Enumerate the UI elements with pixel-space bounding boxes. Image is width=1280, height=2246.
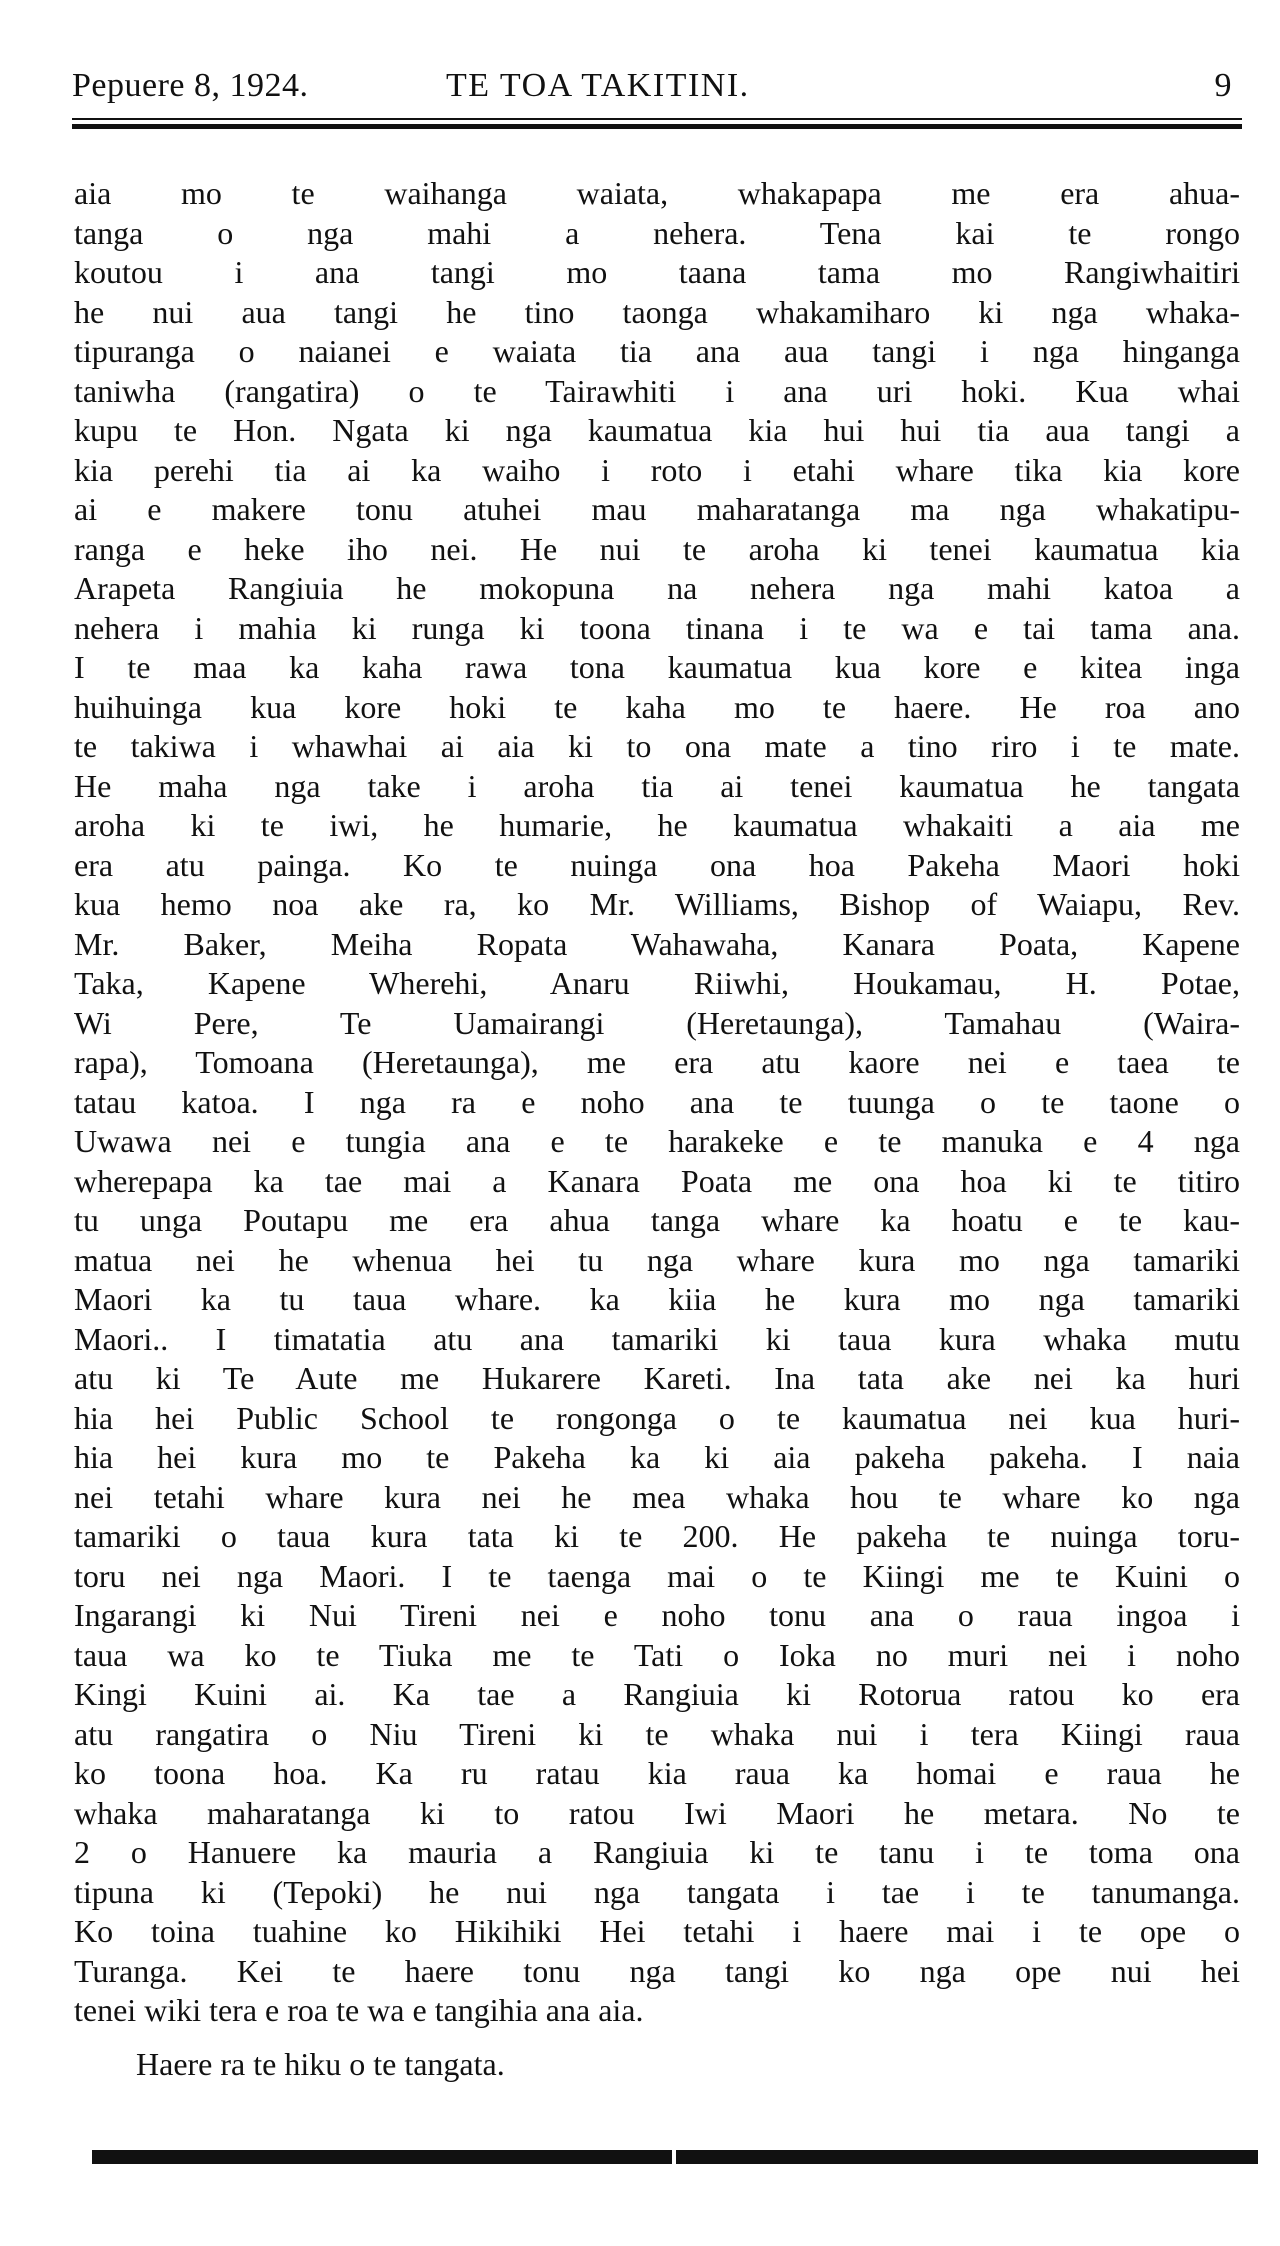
article-line: atu rangatira o Niu Tireni ki te whaka nui i tera Kiingi raua [74,1715,1240,1752]
article-line: kupu te Hon. Ngata ki nga kaumatua kia hui hui tia aua tangi a [74,412,1240,448]
article-line: taniwha (rangatira) o te Tairawhiti i ana uri hoki. Kua whai [74,372,1240,409]
article-line: toru nei nga Maori. I te taenga mai o te Kiingi me te Kuini o [74,1557,1240,1594]
article-line: I te maa ka kaha rawa tona kaumatua kua kore e kitea inga [74,649,1240,685]
article-line: tenei wiki tera e roa te wa e tangihia ana aia. [74,1992,644,2028]
footer-rule-left [92,2150,672,2164]
article-line: 2 o Hanuere ka mauria a Rangiuia ki te tanu i te toma ona [74,1834,1240,1870]
article-line: Uwawa nei e tungia ana e te harakeke e te manuka e 4 nga [74,1123,1240,1159]
article-line: ko toona hoa. Ka ru ratau kia raua ka homai e raua he [74,1755,1240,1791]
article-line: Turanga. Kei te haere tonu nga tangi ko nga ope nui hei [74,1952,1240,1989]
article-line: whaka maharatanga ki to ratou Iwi Maori he metara. No te [74,1794,1240,1831]
article-line: kua hemo noa ake ra, ko Mr. Williams, Bishop of Waiapu, Rev. [74,886,1240,922]
article-line: aia mo te waihanga waiata, whakapapa me era ahua- [74,175,1240,211]
article-line: tamariki o taua kura tata ki te 200. He pakeha te nuinga toru- [74,1518,1240,1554]
closing-line: Haere ra te hiku o te tangata. [136,2046,505,2082]
article-line: hia hei kura mo te Pakeha ka ki aia pakeha pakeha. I naia [74,1439,1240,1475]
article-line: Maori ka tu taua whare. ka kiia he kura mo nga tamariki [74,1281,1240,1317]
article-line: matua nei he whenua hei tu nga whare kura mo nga tamariki [74,1241,1240,1278]
article-line: Maori.. I timatatia atu ana tamariki ki taua kura whaka mutu [74,1320,1240,1357]
article-line: rapa), Tomoana (Heretaunga), me era atu kaore nei e taea te [74,1044,1240,1080]
article-line: kia perehi tia ai ka waiho i roto i etahi whare tika kia kore [74,451,1240,488]
article-line: He maha nga take i aroha tia ai tenei kaumatua he tangata [74,767,1240,804]
article-line: ai e makere tonu atuhei mau maharatanga ma nga whakatipu- [74,491,1240,527]
article-line: tanga o nga mahi a nehera. Tena kai te rongo [74,214,1240,251]
article-line: tipuranga o naianei e waiata tia ana aua tangi i nga hinganga [74,333,1240,369]
article-line: nehera i mahia ki runga ki toona tinana i te wa e tai tama ana. [74,609,1240,646]
article-line: nei tetahi whare kura nei he mea whaka hou te whare ko nga [74,1478,1240,1515]
page-number: 9 [1214,67,1232,104]
article-line: hia hei Public School te rongonga o te kaumatua nei kua huri- [74,1399,1240,1436]
article-line: Kingi Kuini ai. Ka tae a Rangiuia ki Rotorua ratou ko era [74,1676,1240,1712]
article-line: Arapeta Rangiuia he mokopuna na nehera nga mahi katoa a [74,570,1240,606]
article-body [74,174,1240,2031]
article-line: aroha ki te iwi, he humarie, he kaumatua whakaiti a aia me [74,807,1240,843]
article-line: Taka, Kapene Wherehi, Anaru Riiwhi, Houkamau, H. Potae, [74,965,1240,1001]
article-line: taua wa ko te Tiuka me te Tati o Ioka no muri nei i noho [74,1636,1240,1673]
issue-date: Pepuere 8, 1924. [72,67,309,104]
article-line: tu unga Poutapu me era ahua tanga whare ka hoatu e te kau- [74,1202,1240,1238]
header-rule-thick [72,124,1242,129]
article-line: ranga e heke iho nei. He nui te aroha ki tenei kaumatua kia [74,530,1240,567]
page-header [72,66,1242,114]
article-line: atu ki Te Aute me Hukarere Kareti. Ina tata ake nei ka huri [74,1360,1240,1396]
article-line: te takiwa i whawhai ai aia ki to ona mate a tino riro i te mate. [74,728,1240,764]
article-line: koutou i ana tangi mo taana tama mo Rangiwhaitiri [74,254,1240,290]
article-line: Wi Pere, Te Uamairangi (Heretaunga), Tamahau (Waira- [74,1004,1240,1041]
article-line: tipuna ki (Tepoki) he nui nga tangata i tae i te tanumanga. [74,1873,1240,1910]
article-line: tatau katoa. I nga ra e noho ana te tuunga o te taone o [74,1083,1240,1120]
article-line: Ingarangi ki Nui Tireni nei e noho tonu ana o raua ingoa i [74,1597,1240,1633]
article-line: wherepapa ka tae mai a Kanara Poata me ona hoa ki te titiro [74,1162,1240,1199]
article-line: Ko toina tuahine ko Hikihiki Hei tetahi i haere mai i te ope o [74,1913,1240,1949]
article-line: huihuinga kua kore hoki te kaha mo te haere. He roa ano [74,688,1240,725]
article-line: Mr. Baker, Meiha Ropata Wahawaha, Kanara Poata, Kapene [74,925,1240,962]
header-rule-thin [72,118,1242,120]
footer-rule-right [676,2150,1258,2164]
article-line: he nui aua tangi he tino taonga whakamiharo ki nga whaka- [74,293,1240,330]
article-line: era atu painga. Ko te nuinga ona hoa Pakeha Maori hoki [74,846,1240,883]
newspaper-title: TE TOA TAKITINI. [446,67,750,104]
